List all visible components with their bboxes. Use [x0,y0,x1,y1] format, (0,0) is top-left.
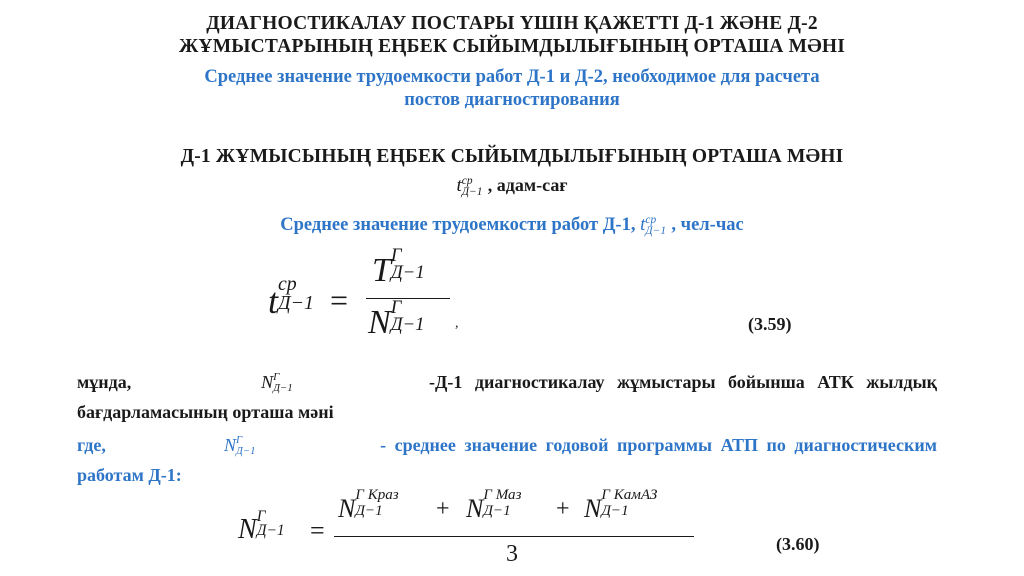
eq2-number: (3.60) [776,534,820,554]
subheading-ru [0,210,1024,240]
eq2-denominator: 3 [506,541,518,567]
eq2-term-maz: N Г Маз Д−1 [466,487,522,523]
symbol-n-annual-ru: N Г Д−1 [224,434,256,457]
eq2-plus-1: + [436,496,450,522]
eq2-plus-2: + [556,496,570,522]
kz-prefix: мұнда, [77,372,132,392]
symbol-n-annual: N Г Д−1 [261,371,293,394]
eq2-term-kraz: N Г Краз Д−1 [338,487,399,523]
eq1-lhs: t ср Д−1 [268,273,314,321]
explanation-ru [77,430,937,490]
ru-prefix: где, [77,435,106,455]
explanation-kz [77,367,937,427]
eq1-comma: , [455,316,459,331]
eq2-term-kamaz: N Г КамАЗ Д−1 [584,487,658,523]
kz-line2: бағдарламасының орташа мәні [77,402,334,422]
eq1-fraction-bar [366,298,450,299]
unit-ru: , чел-час [671,215,744,235]
kz-line1-rest: -Д-1 диагностикалау жұмыстары бойынша АТК жылдық [429,372,937,392]
eq1-number: (3.59) [748,314,792,334]
unit-kz: , адам-сағ [487,175,568,195]
ru-line1-rest: - среднее значение годовой программы АТП по диагностическим [380,435,937,455]
eq2-fraction-bar [334,536,694,537]
eq2-lhs: N Г Д−1 [238,507,285,545]
eq1-equals: = [330,282,349,318]
eq1-numerator: T Г Д−1 [372,244,425,289]
subheading-ru-text: Среднее значение трудоемкости работ Д-1, [280,215,641,235]
title-ru-line1: Среднее значение трудоемкости работ Д-1 и Д-2, необходимое для расчета [204,67,820,87]
subheading-kz: Д-1 ЖҰМЫСЫНЫҢ ЕҢБЕК СЫЙЫМДЫЛЫҒЫНЫҢ ОРТАША МӘНІ [180,146,844,167]
eq1-denominator: N Г Д−1 [368,296,425,341]
title-kz-line1: ДИАГНОСТИКАЛАУ ПОСТАРЫ ҮШІН ҚАЖЕТТІ Д-1 ЖӘНЕ Д-2 [206,13,818,34]
title-ru-line2: постов диагностирования [404,90,620,110]
eq2-equals: = [310,516,325,545]
subheading-kz-unit-line [0,170,1024,201]
ru-line2: работам Д-1: [77,465,182,485]
title-kz-line2: ЖҰМЫСТАРЫНЫҢ ЕҢБЕК СЫЙЫМДЫЛЫҒЫНЫҢ ОРТАША МӘНІ [178,36,846,57]
symbol-t-avg-ru: t ср Д−1 [640,213,667,238]
symbol-t-avg: t ср Д−1 [456,174,483,199]
